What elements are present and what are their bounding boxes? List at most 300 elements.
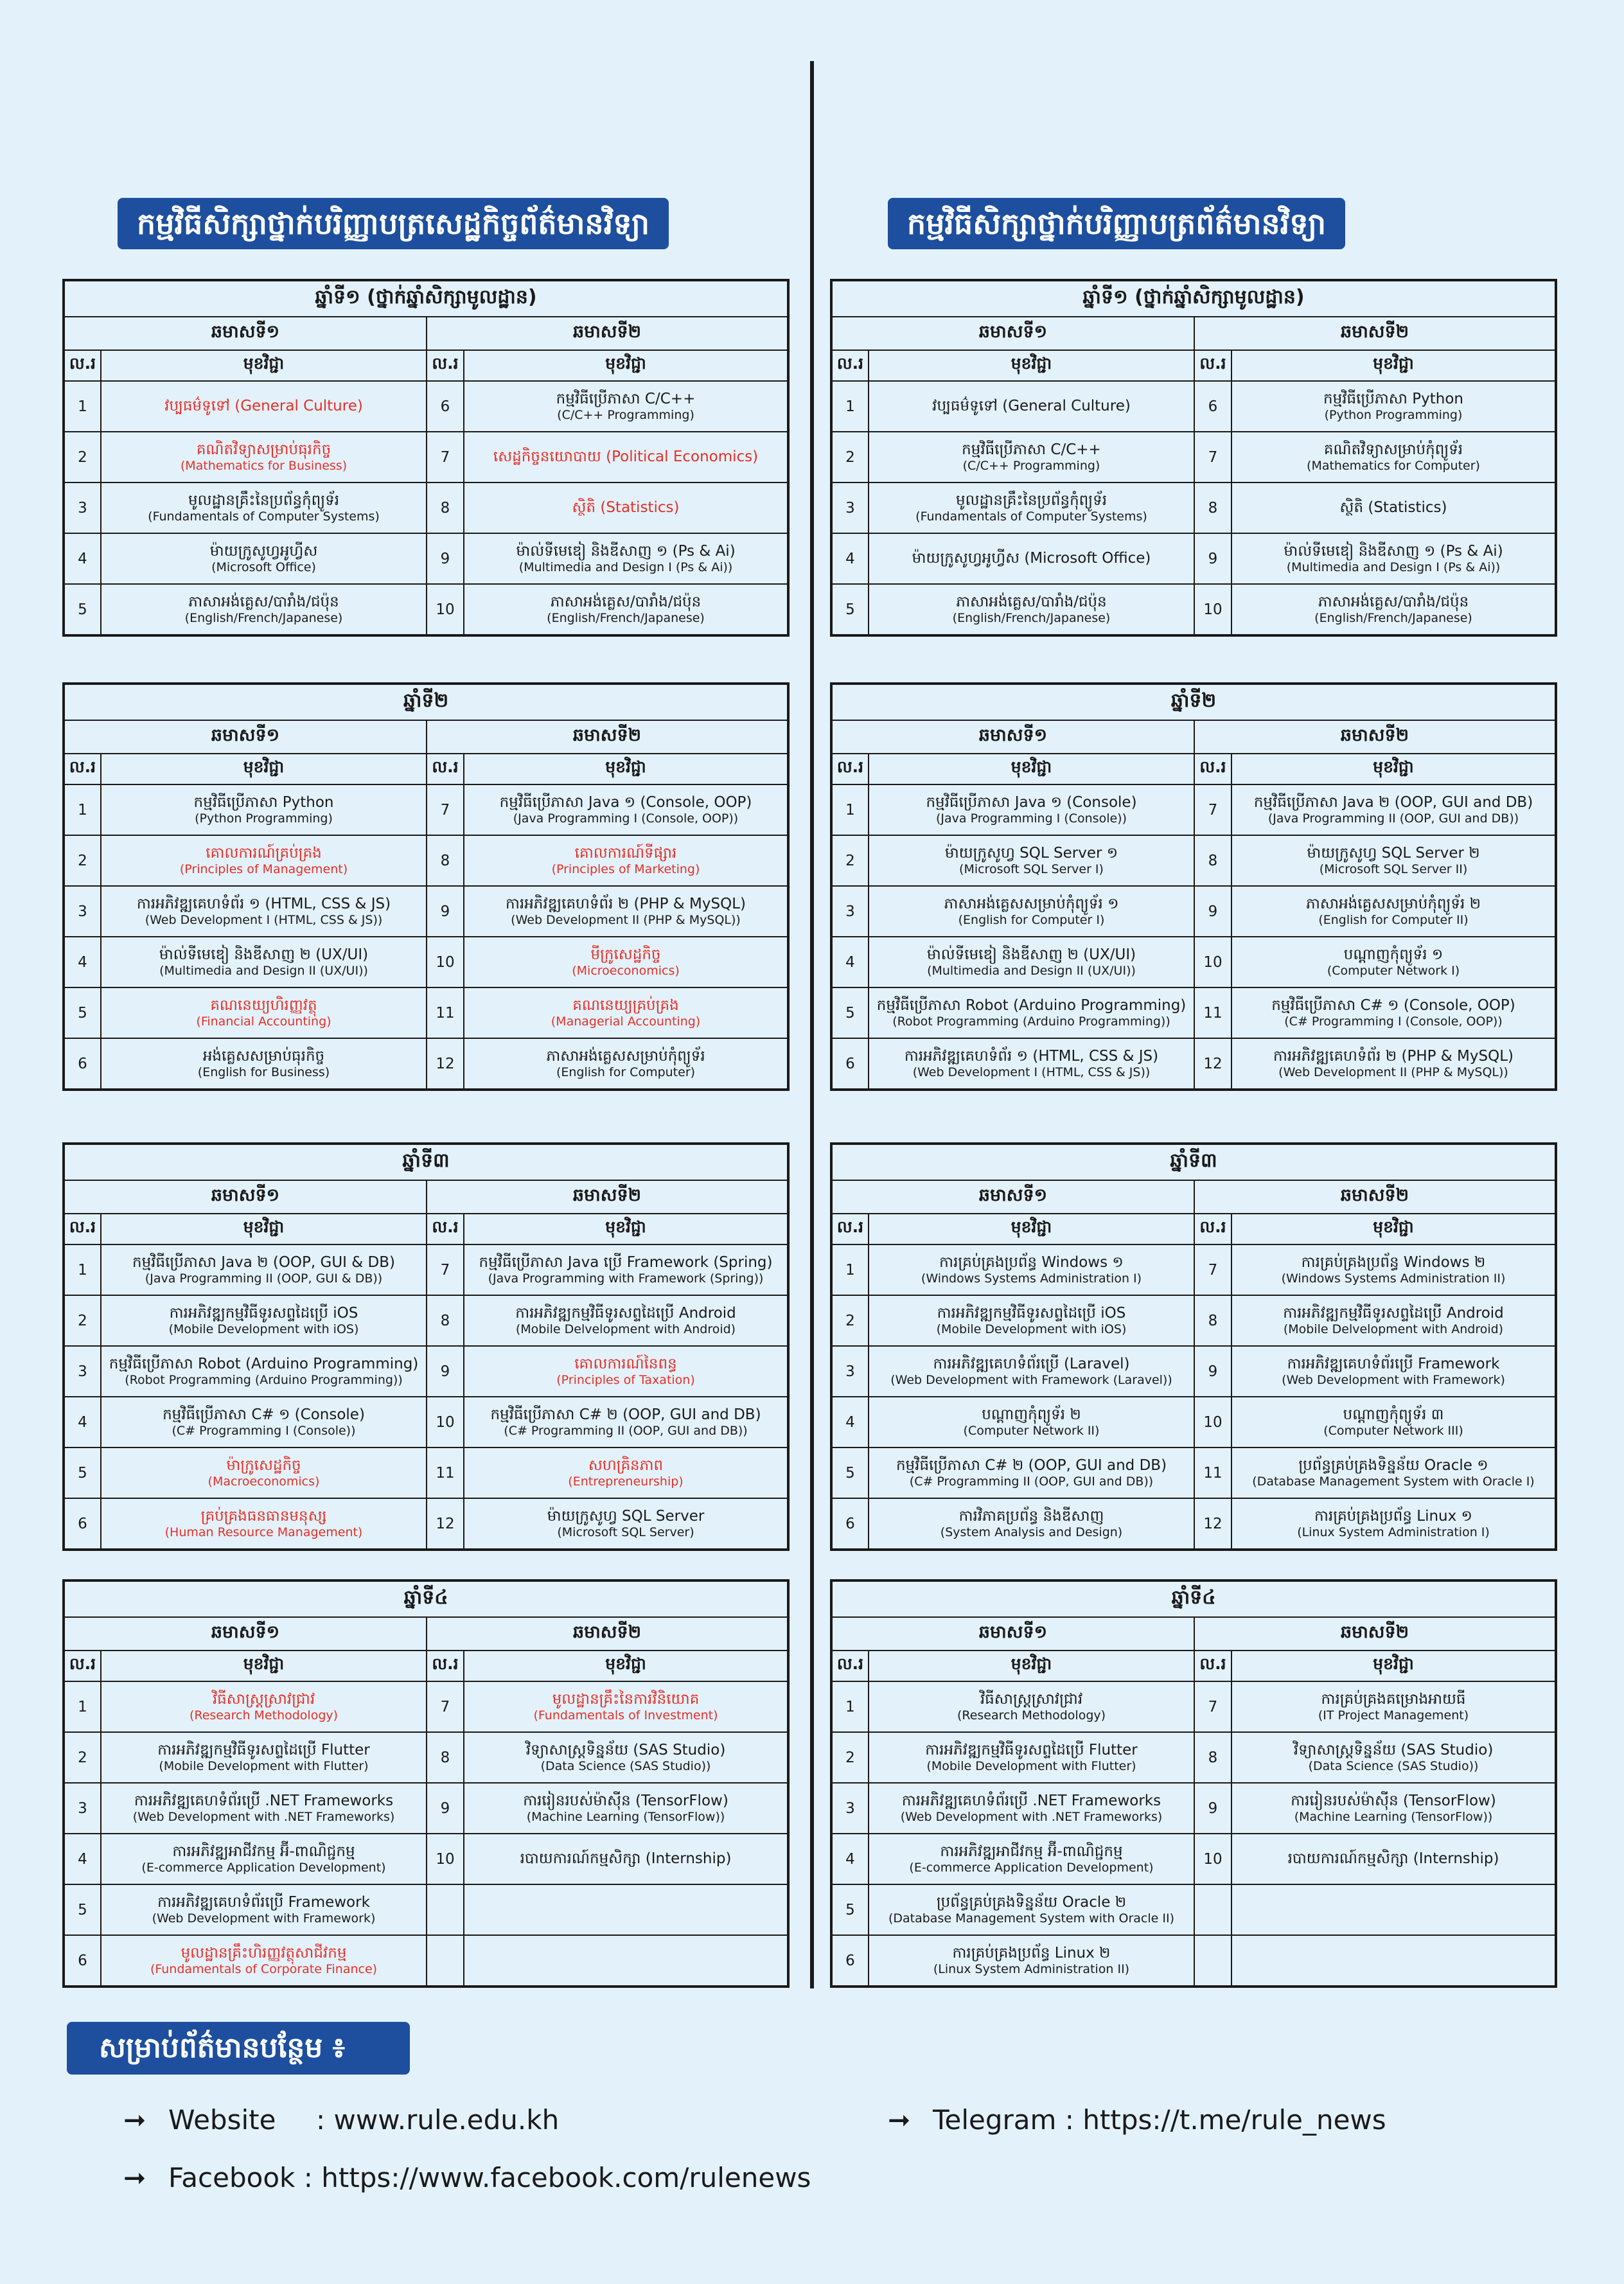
semester-1-header: ឆមាសទី១ (64, 1180, 427, 1214)
year-table (830, 279, 1557, 637)
row-number: 10 (1194, 937, 1231, 987)
row-number: 8 (427, 1295, 464, 1346)
subject-cell (101, 1346, 427, 1397)
subject-name-khmer: កម្មវិធីប្រើភាសា C# ១ (Console) (163, 1406, 365, 1423)
subject-name-khmer: កម្មវិធីប្រើភាសា Java ១ (Console) (926, 794, 1137, 811)
subject-name-khmer: ភាសាអង់គ្លេសសម្រាប់កុំព្យូទ័រ (546, 1048, 705, 1065)
subject-cell (101, 432, 427, 482)
subject-cell (869, 432, 1194, 482)
subject-name-khmer: កម្មវិធីប្រើភាសា C# ២ (OOP, GUI and DB) (896, 1457, 1167, 1474)
subject-name-english: (Windows Systems Administration I) (921, 1271, 1142, 1286)
subject-cell (464, 1295, 788, 1346)
subject-name-english: (System Analysis and Design) (940, 1525, 1123, 1539)
subject-cell (464, 1244, 788, 1295)
row-number: 3 (831, 886, 869, 937)
subject-header: មុខវិជ្ជា (869, 1651, 1194, 1681)
row-number: 6 (831, 1498, 869, 1550)
table-row (831, 1935, 1556, 1987)
subject-name-khmer: ការអភិវឌ្ឍគេហទំព័រ ១ (HTML, CSS & JS) (136, 896, 391, 912)
program-title-information-technology: កម្មវិធីសិក្សាថ្នាក់បរិញ្ញាបត្រព័ត៌មានវិទ្យា (888, 198, 1345, 249)
subject-name-khmer: សេដ្ឋកិច្ចនយោបាយ (Political Economics) (493, 448, 759, 465)
subject-name-khmer: គណិតវិទ្យាសម្រាប់ធុរកិច្ច (196, 441, 331, 458)
row-number: 1 (831, 1244, 869, 1295)
subject-name-khmer: ស្ថិតិ (Statistics) (1339, 499, 1447, 516)
table-row (64, 381, 788, 432)
subject-header: មុខវិជ្ជា (101, 350, 427, 381)
row-number: 5 (831, 584, 869, 635)
year-table (62, 1142, 790, 1551)
subject-name-khmer: ម៉ាល់ទីមេឌៀ និងឌីសាញ ២ (UX/UI) (926, 946, 1136, 963)
row-number: 9 (427, 1346, 464, 1397)
subject-cell (1231, 784, 1556, 835)
row-number: 4 (831, 1397, 869, 1447)
subject-name-khmer: ការអភិវឌ្ឍកម្មវិធីទូរសព្ទដៃប្រើ Android (1283, 1305, 1504, 1322)
subject-header: មុខវិជ្ជា (1231, 1651, 1556, 1681)
subject-cell (1231, 987, 1556, 1038)
subject-cell (101, 1834, 427, 1884)
table-row (64, 1295, 788, 1346)
facebook-link[interactable]: https://www.facebook.com/rulenews (321, 2162, 811, 2193)
subject-name-english: (English for Computer I) (958, 913, 1105, 927)
subject-cell (869, 1732, 1194, 1783)
subject-name-khmer: ម៉ាល់ទីមេឌៀ និងឌីសាញ ២ (UX/UI) (159, 946, 369, 963)
subject-cell (464, 381, 788, 432)
subject-cell (1231, 835, 1556, 886)
semester-1-header: ឆមាសទី១ (64, 317, 427, 350)
number-header: ល.រ (427, 754, 464, 784)
subject-name-english: (Web Development with Framework) (1282, 1373, 1505, 1387)
subject-cell (869, 533, 1194, 584)
semester-1-header: ឆមាសទី១ (831, 317, 1194, 350)
subject-cell (1231, 1447, 1556, 1498)
subject-name-khmer: ការអភិវឌ្ឍគេហទំព័រប្រើ (Laravel) (933, 1356, 1130, 1372)
subject-cell (869, 1295, 1194, 1346)
subject-header: មុខវិជ្ជា (101, 1651, 427, 1681)
row-number: 11 (1194, 987, 1231, 1038)
row-number: 2 (831, 432, 869, 482)
row-number: 3 (64, 1346, 101, 1397)
subject-header: មុខវិជ្ជា (1231, 350, 1556, 381)
subject-name-khmer: ការគ្រប់គ្រងប្រព័ន្ធ Linux ១ (1314, 1508, 1472, 1525)
subject-name-khmer: វប្បធម៌ទូទៅ (General Culture) (164, 398, 363, 414)
program-title-it-economics: កម្មវិធីសិក្សាថ្នាក់បរិញ្ញាបត្រសេដ្ឋកិច្ចព័ត៌មានវិទ្យា (118, 198, 669, 249)
table-row (831, 835, 1556, 886)
subject-name-khmer: ការអភិវឌ្ឍគេហទំព័រ ២ (PHP & MySQL) (1273, 1048, 1514, 1065)
subject-cell (101, 1681, 427, 1732)
subject-name-khmer: ម៉ាល់ទីមេឌៀ និងឌីសាញ ១ (Ps & Ai) (516, 543, 736, 560)
row-number: 2 (831, 1295, 869, 1346)
subject-name-khmer: ការអភិវឌ្ឍគេហទំព័រ ២ (PHP & MySQL) (506, 896, 746, 912)
table-row (831, 1346, 1556, 1397)
subject-name-english: (Web Development II (PHP & MySQL)) (511, 913, 741, 927)
table-row (831, 482, 1556, 533)
subject-cell (464, 886, 788, 937)
subject-cell (869, 1244, 1194, 1295)
row-number: 10 (1194, 584, 1231, 635)
subject-name-english: (E-commerce Application Development) (141, 1861, 386, 1875)
row-number: 11 (1194, 1447, 1231, 1498)
subject-name-khmer: របាយការណ៍កម្មសិក្សា (Internship) (1287, 1850, 1499, 1867)
row-number: 2 (64, 1295, 101, 1346)
subject-cell (101, 835, 427, 886)
subject-name-khmer: គោលការណ៍គ្រប់គ្រង (206, 845, 322, 862)
subject-header: មុខវិជ្ជា (464, 1651, 788, 1681)
table-row (64, 1447, 788, 1498)
subject-name-english: (Computer Network II) (963, 1424, 1100, 1438)
table-row (64, 937, 788, 987)
subject-cell (101, 937, 427, 987)
table-row (831, 432, 1556, 482)
number-header: ល.រ (64, 1651, 101, 1681)
subject-cell (101, 1732, 427, 1783)
subject-cell (464, 1447, 788, 1498)
subject-name-english: (Fundamentals of Investment) (533, 1708, 718, 1722)
subject-name-english: (Computer Network I) (1327, 964, 1460, 978)
table-row (64, 886, 788, 937)
subject-name-english: (Linux System Administration II) (933, 1962, 1130, 1976)
subject-name-english: (Fundamentals of Computer Systems) (915, 509, 1147, 524)
row-number: 6 (427, 381, 464, 432)
table-row (64, 533, 788, 584)
subject-name-english: (Java Programming I (Console)) (936, 811, 1127, 826)
subject-name-english: (Principles of Taxation) (556, 1373, 695, 1387)
table-row (64, 987, 788, 1038)
subject-name-english: (Web Development II (PHP & MySQL)) (1278, 1065, 1508, 1079)
subject-cell (464, 1884, 788, 1935)
subject-name-english: (Mobile Development with iOS) (936, 1322, 1127, 1336)
subject-name-english: (Entrepreneurship) (568, 1474, 684, 1489)
table-row (64, 1038, 788, 1090)
subject-name-english: (Financial Accounting) (196, 1014, 331, 1029)
subject-name-khmer: ប្រព័ន្ធគ្រប់គ្រងទិន្នន័យ Oracle ២ (936, 1894, 1127, 1911)
number-header: ល.រ (831, 1651, 869, 1681)
subject-name-khmer: គណនេយ្យហិរញ្ញវត្ថុ (210, 997, 317, 1014)
subject-cell (1231, 886, 1556, 937)
subject-name-khmer: មូលដ្ឋានគ្រឹះនៃប្រព័ន្ធកុំព្យូទ័រ (955, 492, 1108, 509)
subject-cell (101, 533, 427, 584)
subject-name-khmer: កម្មវិធីប្រើភាសា C/C++ (962, 441, 1101, 458)
year-title: ឆ្នាំទី២ (831, 684, 1556, 720)
year-title: ឆ្នាំទី១ (ថ្នាក់ឆ្នាំសិក្សាមូលដ្ឋាន) (64, 280, 788, 317)
table-row (831, 381, 1556, 432)
subject-name-english: (IT Project Management) (1318, 1708, 1469, 1722)
table-row (831, 1295, 1556, 1346)
year-title: ឆ្នាំទី១ (ថ្នាក់ឆ្នាំសិក្សាមូលដ្ឋាន) (831, 280, 1556, 317)
subject-name-english: (Java Programming with Framework (Spring)) (488, 1271, 764, 1286)
table-row (831, 886, 1556, 937)
year-table (62, 682, 790, 1091)
table-row (64, 1681, 788, 1732)
row-number: 2 (831, 835, 869, 886)
subject-cell (869, 886, 1194, 937)
subject-name-english: (Principles of Marketing) (551, 862, 700, 876)
row-number: 8 (427, 835, 464, 886)
subject-cell (101, 1038, 427, 1090)
table-row (831, 1447, 1556, 1498)
subject-cell (869, 937, 1194, 987)
subject-cell (869, 784, 1194, 835)
website-separator: : (316, 2104, 326, 2136)
subject-name-english: (Multimedia and Design I (Ps & Ai)) (1286, 560, 1501, 574)
subject-cell (1231, 381, 1556, 432)
subject-name-khmer: មូលដ្ឋានគ្រឹះនៃការវិនិយោគ (552, 1691, 700, 1708)
table-row (64, 784, 788, 835)
subject-name-khmer: ម៉ាយក្រូសូហ្វ SQL Server (547, 1508, 705, 1525)
semester-1-header: ឆមាសទី១ (831, 1180, 1194, 1214)
row-number: 8 (1194, 1295, 1231, 1346)
subject-name-english: (Java Programming I (Console, OOP)) (513, 811, 739, 826)
subject-cell (1231, 1834, 1556, 1884)
table-row (831, 1884, 1556, 1935)
subject-name-khmer: ម៉ាក្រូសេដ្ឋកិច្ច (226, 1457, 301, 1474)
subject-name-english: (Web Development with .NET Frameworks) (132, 1810, 395, 1824)
row-number (1194, 1935, 1231, 1987)
table-row (831, 1244, 1556, 1295)
row-number: 6 (64, 1498, 101, 1550)
subject-name-english: (C# Programming I (Console, OOP)) (1284, 1014, 1503, 1029)
subject-name-english: (Managerial Accounting) (551, 1014, 701, 1029)
subject-name-english: (Web Development with Framework) (152, 1911, 376, 1925)
subject-name-khmer: វិទ្យាសាស្ត្រទិន្នន័យ (SAS Studio) (525, 1742, 726, 1758)
row-number: 9 (427, 533, 464, 584)
row-number: 1 (64, 1244, 101, 1295)
subject-name-khmer: ប្រព័ន្ធគ្រប់គ្រងទិន្នន័យ Oracle ១ (1298, 1457, 1488, 1474)
subject-name-khmer: កម្មវិធីប្រើភាសា C# ១ (Console, OOP) (1271, 997, 1515, 1014)
subject-name-english: (Mobile Development with Flutter) (159, 1759, 369, 1773)
year-title: ឆ្នាំទី២ (64, 684, 788, 720)
subject-cell (869, 1346, 1194, 1397)
subject-cell (464, 1681, 788, 1732)
row-number: 5 (64, 584, 101, 635)
subject-name-english: (Database Management System with Oracle I) (1252, 1474, 1535, 1489)
subject-cell (464, 1783, 788, 1834)
table-row (64, 482, 788, 533)
website-link[interactable]: www.rule.edu.kh (333, 2104, 560, 2136)
table-row (831, 1038, 1556, 1090)
table-row (831, 1498, 1556, 1550)
subject-name-english: (English/French/Japanese) (547, 611, 705, 625)
subject-name-english: (Principles of Management) (179, 862, 348, 876)
row-number: 6 (64, 1038, 101, 1090)
facebook-label: Facebook : (168, 2162, 313, 2193)
subject-name-khmer: ការគ្រប់គ្រងប្រព័ន្ធ Windows ១ (939, 1254, 1124, 1271)
subject-name-english: (Web Development I (HTML, CSS & JS)) (912, 1065, 1151, 1079)
subject-name-english: (Machine Learning (TensorFlow)) (526, 1810, 725, 1824)
table-row (831, 1681, 1556, 1732)
subject-cell (464, 835, 788, 886)
row-number: 2 (64, 432, 101, 482)
subject-name-khmer: ការអភិវឌ្ឍគេហទំព័រ ១ (HTML, CSS & JS) (904, 1048, 1159, 1065)
table-row (64, 1498, 788, 1550)
subject-name-khmer: ការរៀនរបស់ម៉ាស៊ីន (TensorFlow) (1291, 1793, 1496, 1809)
subject-name-english: (Mobile Development with Flutter) (926, 1759, 1136, 1773)
subject-name-khmer: គណិតវិទ្យាសម្រាប់កុំព្យូទ័រ (1323, 441, 1463, 458)
subject-header: មុខវិជ្ជា (1231, 1214, 1556, 1244)
subject-cell (101, 1397, 427, 1447)
table-row (64, 1397, 788, 1447)
subject-cell (869, 1783, 1194, 1834)
subject-name-khmer: របាយការណ៍កម្មសិក្សា (Internship) (520, 1850, 732, 1867)
subject-name-khmer: ការអភិវឌ្ឍកម្មវិធីទូរសព្ទដៃប្រើ iOS (937, 1305, 1126, 1322)
subject-cell (869, 835, 1194, 886)
subject-name-khmer: កម្មវិធីប្រើភាសា Java ២ (OOP, GUI & DB) (132, 1254, 395, 1271)
subject-name-khmer: ភាសាអង់គ្លេសសម្រាប់កុំព្យូទ័រ ២ (1305, 896, 1481, 912)
row-number: 12 (427, 1038, 464, 1090)
telegram-line (888, 2104, 1386, 2136)
number-header: ល.រ (427, 1214, 464, 1244)
semester-1-header: ឆមាសទី១ (64, 720, 427, 754)
subject-name-english: (Mathematics for Business) (180, 459, 348, 473)
row-number: 1 (64, 381, 101, 432)
subject-name-english: (Mobile Delvelopment with Android) (1283, 1322, 1504, 1336)
row-number: 10 (1194, 1397, 1231, 1447)
subject-name-khmer: ការអភិវឌ្ឍអាជីវកម្ម អ៊ី-ពាណិជ្ជកម្ម (940, 1843, 1123, 1860)
semester-2-header: ឆមាសទី២ (427, 1180, 788, 1214)
subject-cell (464, 1397, 788, 1447)
row-number: 4 (831, 1834, 869, 1884)
subject-cell (1231, 1038, 1556, 1090)
subject-name-khmer: វិទ្យាសាស្ត្រទិន្នន័យ (SAS Studio) (1293, 1742, 1494, 1758)
subject-cell (101, 482, 427, 533)
subject-header: មុខវិជ្ជា (464, 754, 788, 784)
row-number: 9 (1194, 1346, 1231, 1397)
row-number: 7 (1194, 1681, 1231, 1732)
subject-name-english: (Computer Network III) (1323, 1424, 1463, 1438)
subject-name-english: (Robot Programming (Arduino Programming)) (892, 1014, 1170, 1029)
semester-2-header: ឆមាសទី២ (427, 1617, 788, 1651)
row-number: 9 (427, 886, 464, 937)
row-number: 6 (831, 1935, 869, 1987)
more-info-heading: សម្រាប់ព័ត៌មានបន្ថែម ៖ (67, 2022, 410, 2075)
number-header: ល.រ (1194, 754, 1231, 784)
subject-cell (101, 1884, 427, 1935)
semester-2-header: ឆមាសទី២ (427, 317, 788, 350)
row-number: 7 (1194, 1244, 1231, 1295)
row-number: 7 (427, 784, 464, 835)
table-row (831, 1397, 1556, 1447)
subject-name-english: (Database Management System with Oracle II) (888, 1911, 1175, 1925)
subject-name-khmer: ស្ថិតិ (Statistics) (572, 499, 680, 516)
number-header: ល.រ (64, 754, 101, 784)
subject-cell (1231, 1732, 1556, 1783)
subject-name-english: (Web Development with .NET Frameworks) (900, 1810, 1163, 1824)
row-number (1194, 1884, 1231, 1935)
subject-cell (1231, 584, 1556, 635)
subject-name-khmer: កម្មវិធីប្រើភាសា Robot (Arduino Programming) (876, 997, 1187, 1014)
subject-cell (101, 784, 427, 835)
table-row (831, 987, 1556, 1038)
subject-name-khmer: ការអភិវឌ្ឍកម្មវិធីទូរសព្ទដៃប្រើ Flutter (925, 1742, 1138, 1758)
row-number: 4 (64, 533, 101, 584)
year-title: ឆ្នាំទី៣ (64, 1144, 788, 1180)
subject-name-khmer: ការគ្រប់គ្រងប្រព័ន្ធ Linux ២ (952, 1945, 1111, 1961)
subject-name-english: (English for Computer II) (1318, 913, 1469, 927)
subject-name-khmer: ម៉ាយក្រូសូហ្វ SQL Server ១ (944, 845, 1118, 862)
year-table (62, 279, 790, 637)
row-number: 12 (427, 1498, 464, 1550)
subject-name-khmer: កម្មវិធីប្រើភាសា Java ២ (OOP, GUI and DB) (1253, 794, 1533, 811)
row-number: 5 (831, 1447, 869, 1498)
row-number: 9 (1194, 1783, 1231, 1834)
subject-name-khmer: កម្មវិធីប្រើភាសា Robot (Arduino Programming) (109, 1356, 419, 1372)
subject-cell (1231, 1397, 1556, 1447)
subject-cell (869, 1884, 1194, 1935)
row-number: 1 (64, 784, 101, 835)
subject-cell (464, 784, 788, 835)
subject-name-english: (E-commerce Application Development) (909, 1861, 1154, 1875)
subject-name-khmer: បណ្តាញកុំព្យូទ័រ ២ (982, 1406, 1081, 1423)
semester-2-header: ឆមាសទី២ (1194, 1617, 1556, 1651)
subject-name-english: (Machine Learning (TensorFlow)) (1294, 1810, 1493, 1824)
table-row (831, 533, 1556, 584)
subject-name-khmer: ការអភិវឌ្ឍគេហទំព័រប្រើ .NET Frameworks (901, 1793, 1161, 1809)
subject-cell (464, 533, 788, 584)
subject-name-khmer: កម្មវិធីប្រើភាសា C/C++ (556, 391, 696, 407)
subject-cell (101, 1295, 427, 1346)
semester-2-header: ឆមាសទី២ (1194, 317, 1556, 350)
row-number: 1 (831, 1681, 869, 1732)
row-number: 6 (831, 1038, 869, 1090)
subject-name-khmer: មូលដ្ឋានគ្រឹះហិរញ្ញវត្ថុសាជីវកម្ម (181, 1945, 347, 1961)
subject-name-english: (Microsoft Office) (211, 560, 316, 574)
subject-name-english: (C# Programming II (OOP, GUI and DB)) (504, 1424, 748, 1438)
subject-cell (869, 1447, 1194, 1498)
table-row (64, 1834, 788, 1884)
subject-name-khmer: ការអភិវឌ្ឍគេហទំព័រប្រើ Framework (157, 1894, 370, 1911)
subject-name-khmer: គណនេយ្យគ្រប់គ្រង (572, 997, 679, 1014)
row-number: 3 (831, 1783, 869, 1834)
subject-name-khmer: បណ្តាញកុំព្យូទ័រ ៣ (1343, 1406, 1444, 1423)
subject-name-english: (Linux System Administration I) (1297, 1525, 1490, 1539)
number-header: ល.រ (831, 1214, 869, 1244)
subject-name-khmer: ការអភិវឌ្ឍអាជីវកម្ម អ៊ី-ពាណិជ្ជកម្ម (172, 1843, 355, 1860)
subject-cell (101, 1447, 427, 1498)
number-header: ល.រ (427, 1651, 464, 1681)
row-number: 12 (1194, 1038, 1231, 1090)
row-number: 3 (831, 482, 869, 533)
row-number: 3 (64, 1783, 101, 1834)
telegram-link[interactable]: https://t.me/rule_news (1082, 2104, 1386, 2136)
subject-name-english: (Fundamentals of Corporate Finance) (150, 1962, 378, 1976)
subject-name-english: (Microeconomics) (572, 964, 680, 978)
row-number: 4 (831, 533, 869, 584)
subject-name-english: (Multimedia and Design II (UX/UI)) (159, 964, 368, 978)
subject-cell (464, 1038, 788, 1090)
subject-name-english: (Windows Systems Administration II) (1281, 1271, 1506, 1286)
row-number (427, 1884, 464, 1935)
subject-cell (1231, 1244, 1556, 1295)
subject-name-english: (Web Development with Framework (Laravel)) (890, 1373, 1172, 1387)
subject-name-english: (Human Resource Management) (164, 1525, 363, 1539)
subject-name-english: (Research Methodology) (957, 1708, 1106, 1722)
subject-cell (869, 1681, 1194, 1732)
subject-name-khmer: កម្មវិធីប្រើភាសា Python (1323, 391, 1463, 407)
row-number: 10 (427, 584, 464, 635)
year-table (830, 682, 1557, 1091)
year-table (62, 1579, 790, 1988)
row-number: 7 (1194, 432, 1231, 482)
subject-name-english: (Macroeconomics) (207, 1474, 320, 1489)
subject-cell (101, 886, 427, 937)
arrow-icon: ➞ (888, 2104, 911, 2136)
arrow-icon: ➞ (123, 2104, 146, 2136)
subject-cell (101, 1783, 427, 1834)
row-number (427, 1935, 464, 1987)
subject-name-khmer: ភាសាអង់គ្លេស/បារាំង/ជប៉ុន (1318, 594, 1469, 610)
subject-cell (464, 1834, 788, 1884)
subject-header: មុខវិជ្ជា (869, 754, 1194, 784)
subject-header: មុខវិជ្ជា (101, 754, 427, 784)
